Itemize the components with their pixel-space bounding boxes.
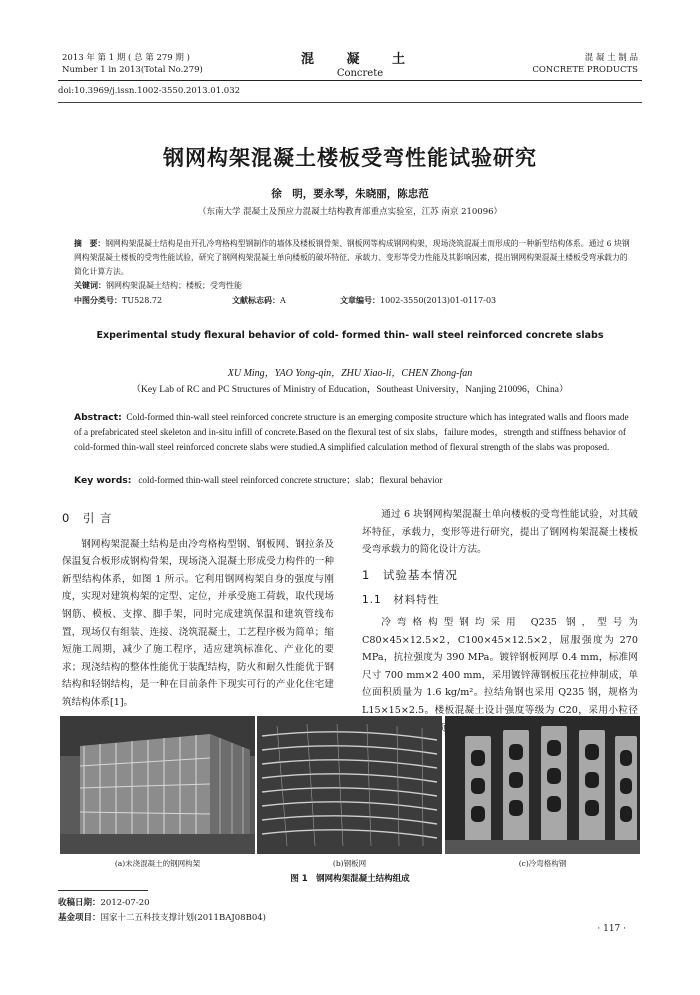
figure-1b-caption: (b)钢板网 [332,859,367,868]
abstract-en-text: Cold-formed thin-wall steel reinforced concrete structure is an emerging composite structure which has integrated walls and floors made of a prefabricated steel skeleton and in-situ infill of concrete.Based on the flexural test of six slabs，failure modes，strength and stiffness behavior of cold-formed thin-wall steel reinforced concrete slabs were studied.A simplified calculation method of flexural strength of the slabs was proposed. [74,412,629,452]
body-left-column [62,506,334,712]
keywords-zh-text: 钢网构架混凝土结构；楼板；受弯性能 [106,281,242,290]
doc-code-label: 文献标志码： [232,296,280,305]
article-no-label: 文章编号： [340,296,380,305]
issue-zh: 2013 年 第 1 期 ( 总 第 279 期 ) [62,53,190,63]
figure-1a-caption: (a)未浇混凝土的钢网构架 [114,859,201,868]
paper-title-en: Experimental study flexural behavior of cold- formed thin- wall steel reinforced concrete slabs [96,330,604,341]
figure-1c-cold-formed-steel-photo [445,716,640,854]
author-list: 徐 明，要永琴，朱晓丽，陈忠范 [271,188,429,200]
figure-1c-caption: (c)冷弯格构钢 [518,859,567,868]
clc-label: 中图分类号： [74,296,122,305]
keywords-en-text: cold-formed thin-wall steel reinforced concrete structure；slab；flexural behavior [138,475,443,485]
paper-title: 钢网构架混凝土楼板受弯性能试验研究 [163,146,537,170]
fund-project [58,911,266,923]
received-date [58,896,150,908]
header-column [532,52,638,76]
affiliation: （东南大学 混凝土及预应力混凝土结构教育部重点实验室，江苏 南京 210096） [197,207,503,217]
page-number: · 117 · [597,924,626,934]
abstract-en [74,410,634,455]
section-0-paragraph-1: 钢网构架混凝土结构是由冷弯格构型钢、钢板网、钢拉条及保温复合板形成钢构骨架，现场浇入混凝土形成受力构件的一种新型结构体系，如图 1 所示。它利用钢网构架自身的强度与刚度，实现对建筑构架的定型、定位，并承受施工荷载，取代现场钢筋、模板、支撑、脚手架，同时完成建筑保温和建筑管线布置，现场仅有组装、连接、浇筑混凝土，工艺程序极为简单；缩短施工周期，减少了施工程序，适应建筑标准化、产业化的要求；现浇结构的整体性能优于装配结构，防火和耐久性能优于钢结构和轻钢结构，是一种在目前条件下现实可行的产业化住宅建筑结构体系[1]。 [62,538,334,708]
keywords-en [74,472,442,486]
abstract-en-label: Abstract: [74,412,122,423]
body-right-column [362,506,638,737]
keywords-zh [74,280,242,291]
author-list-en: XU Ming，YAO Yong-qin，ZHU Xiao-li，CHEN Zhong-fan [227,368,473,379]
footnote-rule [58,890,148,891]
doi[interactable]: doi:10.3969/j.issn.1002-3550.2013.01.032 [58,86,241,96]
section-0-paragraph-2: 通过 6 块钢网构架混凝土单向楼板的受弯性能试验，对其破坏特征，承载力，变形等进行研究，提出了钢网构架混凝土楼板受弯承载力的简化设计方法。 [362,509,638,556]
header-journal [300,48,420,79]
fund-value: 国家十二五科技支撑计划(2011BAJ08B04) [100,913,266,923]
column-zh: 混 凝 土 制 品 [584,53,638,63]
figure-1a-steel-frame-photo [60,716,255,854]
journal-name-en: Concrete [336,68,384,79]
fund-label: 基金项目： [58,913,101,923]
article-no-value: 1002-3550(2013)01-0117-03 [380,296,497,305]
keywords-zh-label: 关键词： [74,281,106,290]
keywords-en-label: Key words: [74,475,132,486]
section-1-1-heading: 1.1 材料特性 [362,594,440,607]
section-1-1-paragraph-1: 冷弯格构型钢均采用 Q235 钢，型号为 C80×45×12.5×2，C100×45×12.5×2，屈服强度为 270 MPa，抗拉强度为 390 MPa。镀锌钢板网厚 0.4 mm，标准网尺寸 700 mm×2 400 mm，采用镀锌薄钢板压花拉伸制成，单位面积质量为 1.6 kg/m²。拉结角钢也采用 Q235 钢，规格为 L15×15×2.5。楼板混凝土设计强度等级为 C20，采用小粒径 [362,616,638,716]
classification-line [74,295,634,306]
column-en: CONCRETE PRODUCTS [532,65,638,75]
issue-en: Number 1 in 2013(Total No.279) [62,65,203,75]
abstract-zh-text: 钢网构架混凝土结构是由开孔冷弯格构型钢制作的墙体及楼板钢骨架、钢板网等构成钢网构架，现场浇筑混凝土而形成的一种新型结构体系。通过 6 块钢网构架混凝土楼板的受弯性能试验，研究了钢网构架混凝土单向楼板的破坏特征、承载力、变形等受力性能及其影响因素，提出钢网构架混凝土楼板受弯承载力的简化计算方法。 [74,239,630,276]
received-value: 2012-07-20 [100,898,150,908]
abstract-zh-label: 摘 要： [74,239,106,248]
section-1-heading: 1 试验基本情况 [362,567,458,582]
abstract-zh [74,237,632,279]
figure-1-title: 图 1 钢网构架混凝土结构组成 [290,874,410,884]
affiliation-en: （Key Lab of RC and PC Structures of Ministry of Education，Southeast University，Nanjing 210096，China） [131,385,569,395]
clc-value: TU528.72 [122,296,163,305]
figure-1b-steel-mesh-photo [257,716,442,854]
section-0-heading: 0 引 言 [62,511,113,525]
header-issue [62,52,203,76]
received-label: 收稿日期： [58,898,101,908]
doi-rule [58,102,642,103]
journal-name-zh: 混 凝 土 [300,52,420,67]
doc-code-value: A [280,296,286,305]
header-rule [58,80,642,81]
